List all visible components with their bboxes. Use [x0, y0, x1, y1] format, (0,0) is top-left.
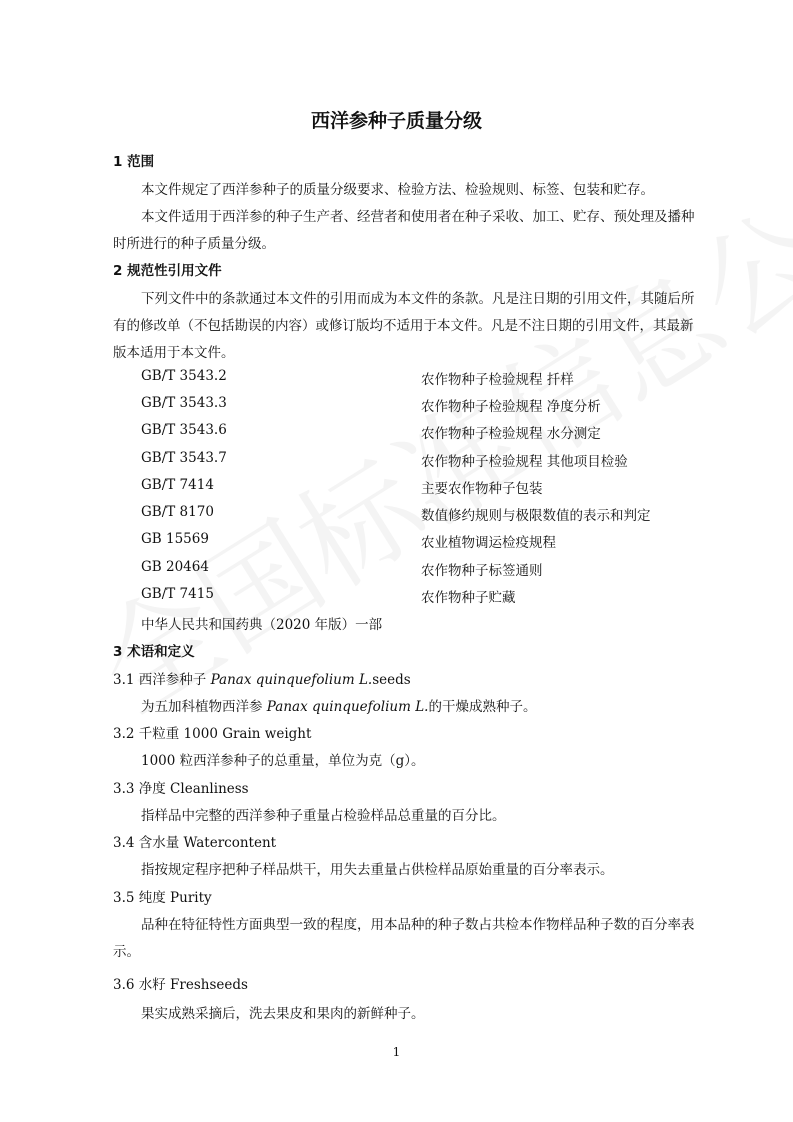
reference-title: 农作物种子贮藏: [421, 590, 516, 606]
term-3-6-heading: 3.6 水籽 Freshseeds: [113, 977, 248, 993]
reference-title: 农业植物调运检疫规程: [421, 535, 556, 551]
section-1-paragraph-2-line-2: 时所进行的种子质量分级。: [113, 236, 275, 252]
reference-code: GB 15569: [141, 531, 209, 547]
term-3-1-definition: [141, 695, 536, 715]
term-3-1-english: seeds: [372, 672, 411, 688]
term-3-5-definition-line-2: 示。: [113, 944, 140, 960]
reference-title: 农作物种子检验规程 其他项目检验: [421, 454, 628, 470]
reference-title: 农作物种子标签通则: [421, 563, 543, 579]
term-3-1-heading: [113, 668, 411, 688]
term-3-1-definition-prefix: 为五加科植物西洋参: [141, 699, 267, 715]
section-1-paragraph-2-line-1: 本文件适用于西洋参的种子生产者、经营者和使用者在种子采收、加工、贮存、预处理及播种: [141, 209, 695, 225]
section-2-paragraph-line-2: 有的修改单（不包括勘误的内容）或修订版均不适用于本文件。凡是不注日期的引用文件，其最新: [113, 318, 694, 334]
term-3-1-name: 3.1 西洋参种子: [113, 672, 207, 688]
term-3-4-definition: 指按规定程序把种子样品烘干，用失去重量占供检样品原始重量的百分率表示。: [141, 862, 614, 878]
reference-code: GB/T 3543.2: [141, 368, 227, 384]
reference-code: GB 20464: [141, 559, 209, 575]
reference-code: GB/T 7415: [141, 586, 214, 602]
reference-code: GB/T 7414: [141, 477, 214, 493]
term-3-1-definition-suffix: 的干燥成熟种子。: [428, 699, 537, 715]
reference-code: GB/T 3543.6: [141, 422, 227, 438]
term-3-3-heading: 3.3 净度 Cleanliness: [113, 781, 249, 797]
document-title: 西洋参种子质量分级: [310, 110, 482, 132]
reference-code: GB/T 3543.3: [141, 395, 227, 411]
term-3-1-latin-name: Panax quinquefolium L.: [210, 672, 373, 688]
term-3-2-heading: 3.2 千粒重 1000 Grain weight: [113, 726, 312, 742]
reference-title: 主要农作物种子包装: [421, 481, 543, 497]
section-1-paragraph-1: 本文件规定了西洋参种子的质量分级要求、检验方法、检验规则、标签、包装和贮存。: [141, 182, 654, 198]
term-3-5-heading: 3.5 纯度 Purity: [113, 890, 212, 906]
term-3-3-definition: 指样品中完整的西洋参种子重量占检验样品总重量的百分比。: [141, 808, 506, 824]
term-3-2-definition: 1000 粒西洋参种子的总重量，单位为克（g）。: [141, 753, 425, 769]
reference-code: GB/T 8170: [141, 504, 214, 520]
page-number: 1: [392, 1045, 401, 1059]
section-1-heading: 1 范围: [113, 154, 155, 170]
reference-pharmacopoeia: 中华人民共和国药典（2020 年版）一部: [141, 617, 383, 633]
section-2-paragraph-line-1: 下列文件中的条款通过本文件的引用而成为本文件的条款。凡是注日期的引用文件，其随后所: [141, 291, 695, 307]
term-3-4-heading: 3.4 含水量 Watercontent: [113, 835, 277, 851]
reference-title: 农作物种子检验规程 净度分析: [421, 399, 601, 415]
term-3-5-definition-line-1: 品种在特征特性方面典型一致的程度，用本品种的种子数占共检本作物样品种子数的百分率表: [141, 917, 695, 933]
section-2-heading: 2 规范性引用文件: [113, 263, 222, 279]
term-3-1-definition-latin: Panax quinquefolium L.: [266, 699, 429, 715]
section-2-paragraph-line-3: 版本适用于本文件。: [113, 345, 235, 361]
reference-code: GB/T 3543.7: [141, 450, 227, 466]
term-3-6-definition: 果实成熟采摘后，洗去果皮和果肉的新鲜种子。: [141, 1006, 425, 1022]
reference-title: 农作物种子检验规程 水分测定: [421, 426, 601, 442]
section-3-heading: 3 术语和定义: [113, 644, 195, 660]
reference-title: 农作物种子检验规程 扦样: [421, 372, 574, 388]
reference-title: 数值修约规则与极限数值的表示和判定: [421, 508, 651, 524]
